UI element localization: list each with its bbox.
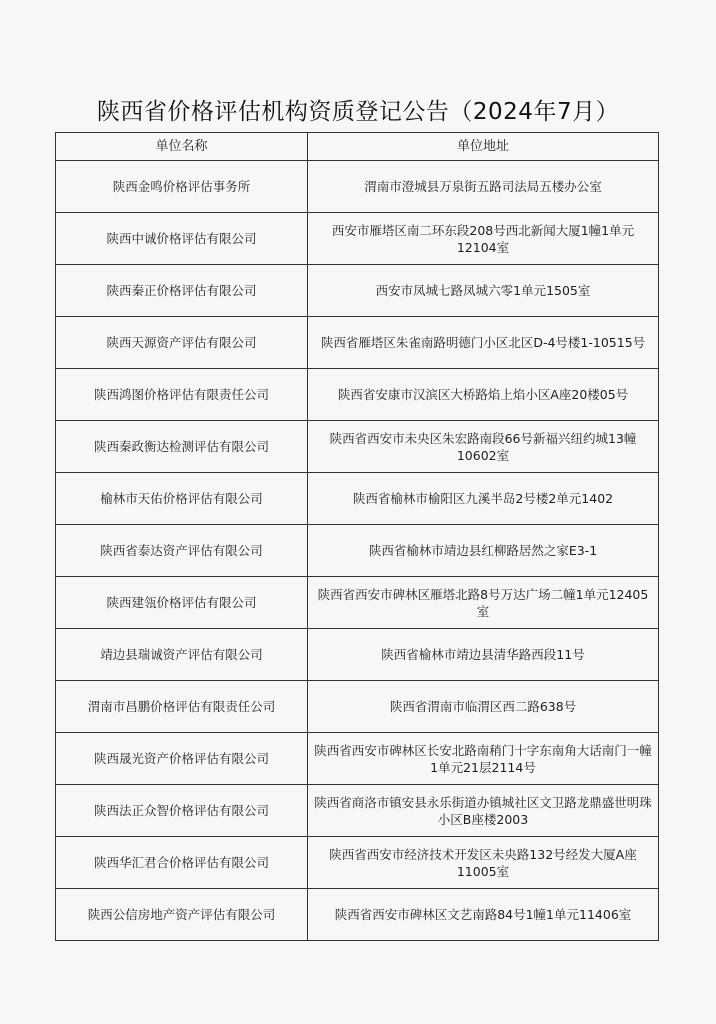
org-name-cell: 陕西建瓴价格评估有限公司 [56,577,308,629]
org-name-cell: 陕西秦正价格评估有限公司 [56,265,308,317]
org-name-cell: 陕西鸿图价格评估有限责任公司 [56,369,308,421]
org-address-cell: 陕西省榆林市靖边县清华路西段11号 [308,629,659,681]
registry-table [55,132,659,941]
org-name-cell: 靖边县瑞诚资产评估有限公司 [56,629,308,681]
org-address-cell: 陕西省西安市经济技术开发区未央路132号经发大厦A座11005室 [308,837,659,889]
table-row [56,161,659,213]
table-row [56,837,659,889]
column-header-name: 单位名称 [56,133,308,161]
org-name-cell: 榆林市天佑价格评估有限公司 [56,473,308,525]
table-row [56,681,659,733]
table-row [56,577,659,629]
table-row [56,733,659,785]
org-address-cell: 陕西省商洛市镇安县永乐街道办镇城社区文卫路龙鼎盛世明珠小区B座楼2003 [308,785,659,837]
org-name-cell: 陕西中诚价格评估有限公司 [56,213,308,265]
table-row [56,473,659,525]
org-address-cell: 陕西省雁塔区朱雀南路明德门小区北区D-4号楼1-10515号 [308,317,659,369]
org-name-cell: 陕西天源资产评估有限公司 [56,317,308,369]
org-name-cell: 陕西公信房地产资产评估有限公司 [56,889,308,941]
table-header-row [56,133,659,161]
table-row [56,369,659,421]
table-row [56,421,659,473]
page-title: 陕西省价格评估机构资质登记公告（2024年7月） [96,99,620,126]
org-address-cell: 陕西省安康市汉滨区大桥路焰上焰小区A座20楼05号 [308,369,659,421]
org-name-cell: 陕西省泰达资产评估有限公司 [56,525,308,577]
org-address-cell: 陕西省西安市碑林区长安北路南稍门十字东南角大话南门一幢1单元21层2114号 [308,733,659,785]
org-address-cell: 陕西省榆林市榆阳区九溪半岛2号楼2单元1402 [308,473,659,525]
org-address-cell: 陕西省西安市碑林区文艺南路84号1幢1单元11406室 [308,889,659,941]
table-row [56,317,659,369]
org-address-cell: 陕西省西安市未央区朱宏路南段66号新福兴纽约城13幢10602室 [308,421,659,473]
table-row [56,889,659,941]
table-row [56,629,659,681]
org-address-cell: 陕西省渭南市临渭区西二路638号 [308,681,659,733]
table-row [56,785,659,837]
org-name-cell: 陕西法正众智价格评估有限公司 [56,785,308,837]
org-address-cell: 西安市凤城七路凤城六零1单元1505室 [308,265,659,317]
org-address-cell: 陕西省西安市碑林区雁塔北路8号万达广场二幢1单元12405室 [308,577,659,629]
column-header-address: 单位地址 [308,133,659,161]
org-name-cell: 陕西金鸣价格评估事务所 [56,161,308,213]
table-row [56,213,659,265]
org-address-cell: 西安市雁塔区南二环东段208号西北新闻大厦1幢1单元12104室 [308,213,659,265]
table-row [56,525,659,577]
table-row [56,265,659,317]
org-name-cell: 陕西华汇君合价格评估有限公司 [56,837,308,889]
org-name-cell: 陕西晟光资产价格评估有限公司 [56,733,308,785]
org-name-cell: 渭南市昌鹏价格评估有限责任公司 [56,681,308,733]
org-address-cell: 陕西省榆林市靖边县红柳路居然之家E3-1 [308,525,659,577]
org-address-cell: 渭南市澄城县万泉街五路司法局五楼办公室 [308,161,659,213]
org-name-cell: 陕西秦政衡达检测评估有限公司 [56,421,308,473]
